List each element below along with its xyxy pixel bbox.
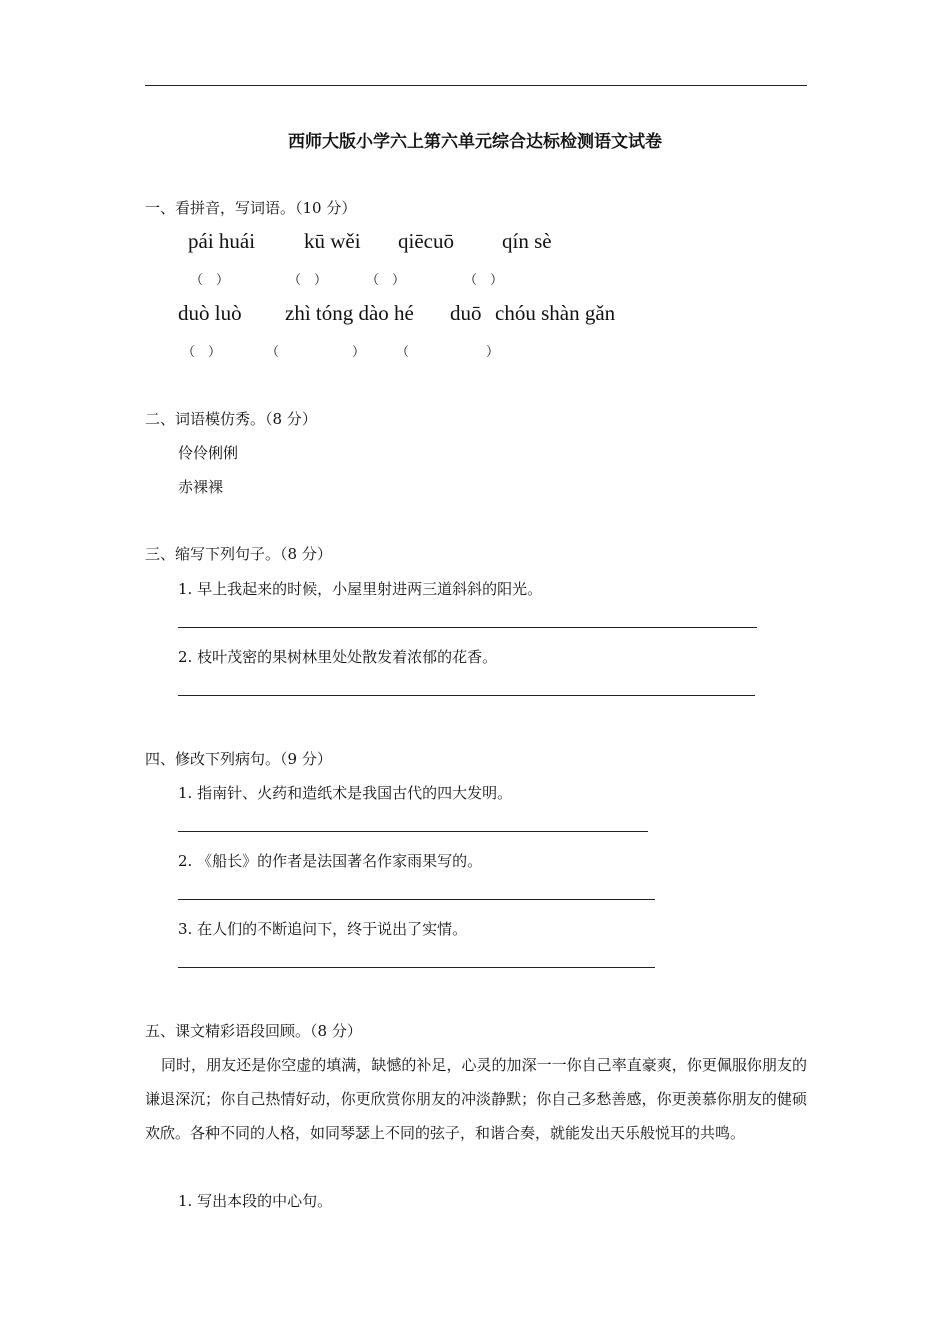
question-item: 1. 写出本段的中心句。 [178, 1192, 333, 1210]
pinyin-word: kū wěi [304, 229, 361, 253]
answer-blank-open[interactable]: （ [266, 345, 280, 360]
question-item: 1. 早上我起来的时候，小屋里射进两三道斜斜的阳光。 [178, 580, 543, 598]
section-3-heading: 三、缩写下列句子。（8 分） [145, 545, 332, 563]
pinyin-word: qiēcuō [398, 229, 454, 253]
pinyin-word: chóu shàn gǎn [495, 301, 616, 325]
answer-line[interactable] [178, 695, 755, 696]
example-word: 伶伶俐俐 [178, 444, 239, 462]
header-rule [145, 85, 807, 86]
pinyin-word: duò luò [178, 301, 242, 325]
answer-line[interactable] [178, 899, 655, 900]
section-5-heading: 五、课文精彩语段回顾。（8 分） [145, 1022, 362, 1040]
page-title: 西师大版小学六上第六单元综合达标检测语文试卷 [288, 132, 662, 152]
section-2-heading: 二、词语模仿秀。（8 分） [145, 410, 317, 428]
pinyin-word: zhì tóng dào hé [285, 301, 414, 325]
pinyin-word: qín sè [502, 229, 552, 253]
answer-blank[interactable]: （ ） [182, 345, 222, 360]
section-1-heading: 一、看拼音，写词语。（10 分） [145, 199, 357, 217]
answer-line[interactable] [178, 967, 655, 968]
answer-blank[interactable]: （ ） [190, 273, 230, 288]
answer-blank[interactable]: （ ） [288, 273, 328, 288]
answer-line[interactable] [178, 627, 757, 628]
answer-blank[interactable]: （ ） [464, 273, 504, 288]
question-item: 2. 《船长》的作者是法国著名作家雨果写的。 [178, 852, 483, 870]
reading-passage: 同时，朋友还是你空虚的填满，缺憾的补足，心灵的加深一一你自己率直豪爽，你更佩服你朋友的谦退深沉；你自己热情好动，你更欣赏你朋友的冲淡静默；你自己多愁善感，你更羡慕你朋友的健硕欢欣。各种不同的人格，如同琴瑟上不同的弦子，和谐合奏，就能发出天乐般悦耳的共鸣。 [145, 1056, 807, 1142]
pinyin-word: pái huái [188, 229, 256, 253]
example-word: 赤裸裸 [178, 478, 224, 496]
answer-blank[interactable]: （ ） [366, 273, 406, 288]
answer-blank-close[interactable]: ） [486, 345, 500, 360]
answer-line[interactable] [178, 831, 648, 832]
answer-blank-close[interactable]: ） [352, 345, 366, 360]
section-4-heading: 四、修改下列病句。（9 分） [145, 750, 332, 768]
pinyin-word: duō [450, 301, 482, 325]
question-item: 1. 指南针、火药和造纸术是我国古代的四大发明。 [178, 784, 513, 802]
answer-blank-open[interactable]: （ [396, 345, 410, 360]
question-item: 2. 枝叶茂密的果树林里处处散发着浓郁的花香。 [178, 648, 498, 666]
question-item: 3. 在人们的不断追问下，终于说出了实情。 [178, 920, 468, 938]
